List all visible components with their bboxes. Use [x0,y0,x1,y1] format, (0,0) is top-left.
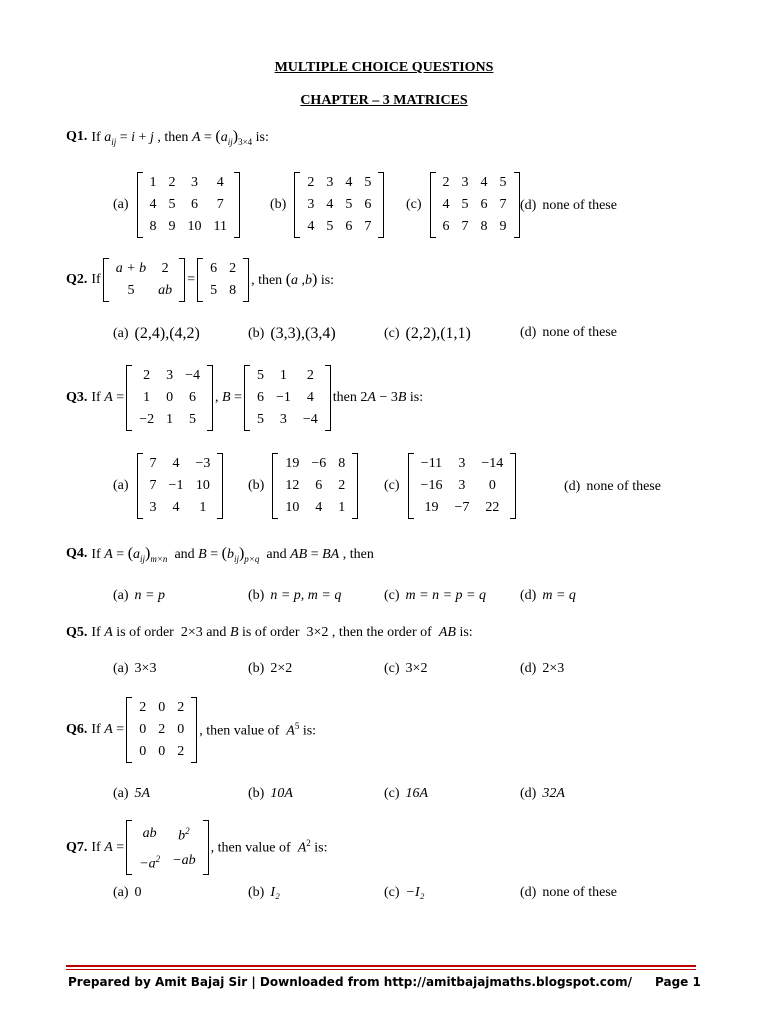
question-5: Q5. If A is of order 2×3 and B is of order 3×2 , then the order of AB is: [66,625,473,640]
matrix: 19 −6 8 12 6 2 10 4 1 [272,453,358,519]
matrix-A: 2 3 −4 1 0 6 −2 1 5 [126,365,213,431]
q6-option-a[interactable]: (a) 5A [113,786,151,801]
matrix: −11 3 −14 −16 3 0 19 −7 22 [408,453,517,519]
question-number: Q4. [66,546,88,562]
question-number: Q1. [66,129,88,145]
question-1: Q1. If $a_{ij} = i + j$ , then $A = (a_{ij})_{3\times 4}$ is: [66,128,269,147]
q4-option-d[interactable]: (d) m = q [520,588,576,603]
matrix-B: 5 1 2 6 −1 4 5 3 −4 [244,365,331,431]
q1-option-b[interactable]: (b) 2 3 4 5 3 4 5 6 4 5 6 7 [270,172,386,238]
q3-option-a[interactable]: (a) 7 4 −3 7 −1 10 3 4 1 [113,453,225,519]
matrix: 2 3 4 5 3 4 5 6 4 5 6 7 [294,172,384,238]
q6-option-c[interactable]: (c) 16A [384,786,429,801]
q5-option-d[interactable]: (d) 2×3 [520,661,565,676]
question-2: Q2. If a + b 2 5 ab = 6 2 5 8 , then (a ,b) is: [66,258,334,302]
q5-option-a[interactable]: (a) 3×3 [113,661,157,676]
q7-option-d[interactable]: (d) none of these [520,885,617,900]
q1-option-d[interactable]: (d) none of these [520,198,617,213]
question-3: Q3. If A = 2 3 −4 1 0 6 −2 1 5 , B = 5 1 2 6 −1 4 5 3 −4 then 2A − 3B is: [66,365,423,431]
question-4: Q4. If $A = (a_{ij})_{m\times n}$ and $B = (b_{ij})_{p\times q}$ and AB = BA , then [66,545,374,564]
q7-option-a[interactable]: (a) 0 [113,885,142,900]
matrix-A: ab $b^2$ $-a^2$ −ab [126,820,208,875]
q7-option-c[interactable]: (c) −I₂ [384,885,425,900]
q2-option-b[interactable]: (b) (3,3),(3,4) [248,325,336,342]
q1-option-a[interactable]: (a) 1 2 3 4 4 5 6 7 8 9 10 11 [113,172,242,238]
matrix: 7 4 −3 7 −1 10 3 4 1 [137,453,224,519]
q4-option-a[interactable]: (a) n = p [113,588,165,603]
matrix-lhs: a + b 2 5 ab [103,258,185,302]
question-number: Q6. [66,722,88,737]
page-title: MULTIPLE CHOICE QUESTIONS [274,60,494,75]
matrix-rhs: 6 2 5 8 [197,258,249,302]
q7-option-b[interactable]: (b) I₂ [248,885,280,900]
question-number: Q7. [66,839,88,855]
question-7: Q7. If A = ab $b^2$ $-a^2$ −ab , then value of $A^2$ is: [66,820,327,875]
footer-credit: Prepared by Amit Bajaj Sir | Downloaded from http://amitbajajmaths.blogspot.com/ [68,975,633,989]
footer-divider [66,965,696,967]
question-6: Q6. If A = 2 0 2 0 2 0 0 0 2 , then value of $A^5$ is: [66,697,316,763]
q3-option-b[interactable]: (b) 19 −6 8 12 6 2 10 4 1 [248,453,360,519]
q4-option-c[interactable]: (c) m = n = p = q [384,588,486,603]
question-number: Q5. [66,625,88,640]
q6-option-d[interactable]: (d) 32A [520,786,565,801]
q2-option-c[interactable]: (c) (2,2),(1,1) [384,325,471,342]
question-number: Q3. [66,390,88,405]
q6-option-b[interactable]: (b) 10A [248,786,293,801]
q2-option-d[interactable]: (d) none of these [520,325,617,340]
q4-option-b[interactable]: (b) n = p, m = q [248,588,342,603]
page-number: Page 1 [655,975,701,989]
q3-option-d[interactable]: (d) none of these [564,479,661,494]
q2-option-a[interactable]: (a) (2,4),(4,2) [113,325,200,342]
question-number: Q2. [66,272,88,287]
q5-option-b[interactable]: (b) 2×2 [248,661,293,676]
matrix: 1 2 3 4 4 5 6 7 8 9 10 11 [137,172,240,238]
q3-option-c[interactable]: (c) −11 3 −14 −16 3 0 19 −7 22 [384,453,518,519]
q5-option-c[interactable]: (c) 3×2 [384,661,428,676]
footer-divider-thin [66,969,696,970]
matrix: 2 3 4 5 4 5 6 7 6 7 8 9 [430,172,520,238]
q1-option-c[interactable]: (c) 2 3 4 5 4 5 6 7 6 7 8 9 [406,172,522,238]
chapter-title: CHAPTER – 3 MATRICES [300,93,468,108]
matrix-A: 2 0 2 0 2 0 0 0 2 [126,697,197,763]
